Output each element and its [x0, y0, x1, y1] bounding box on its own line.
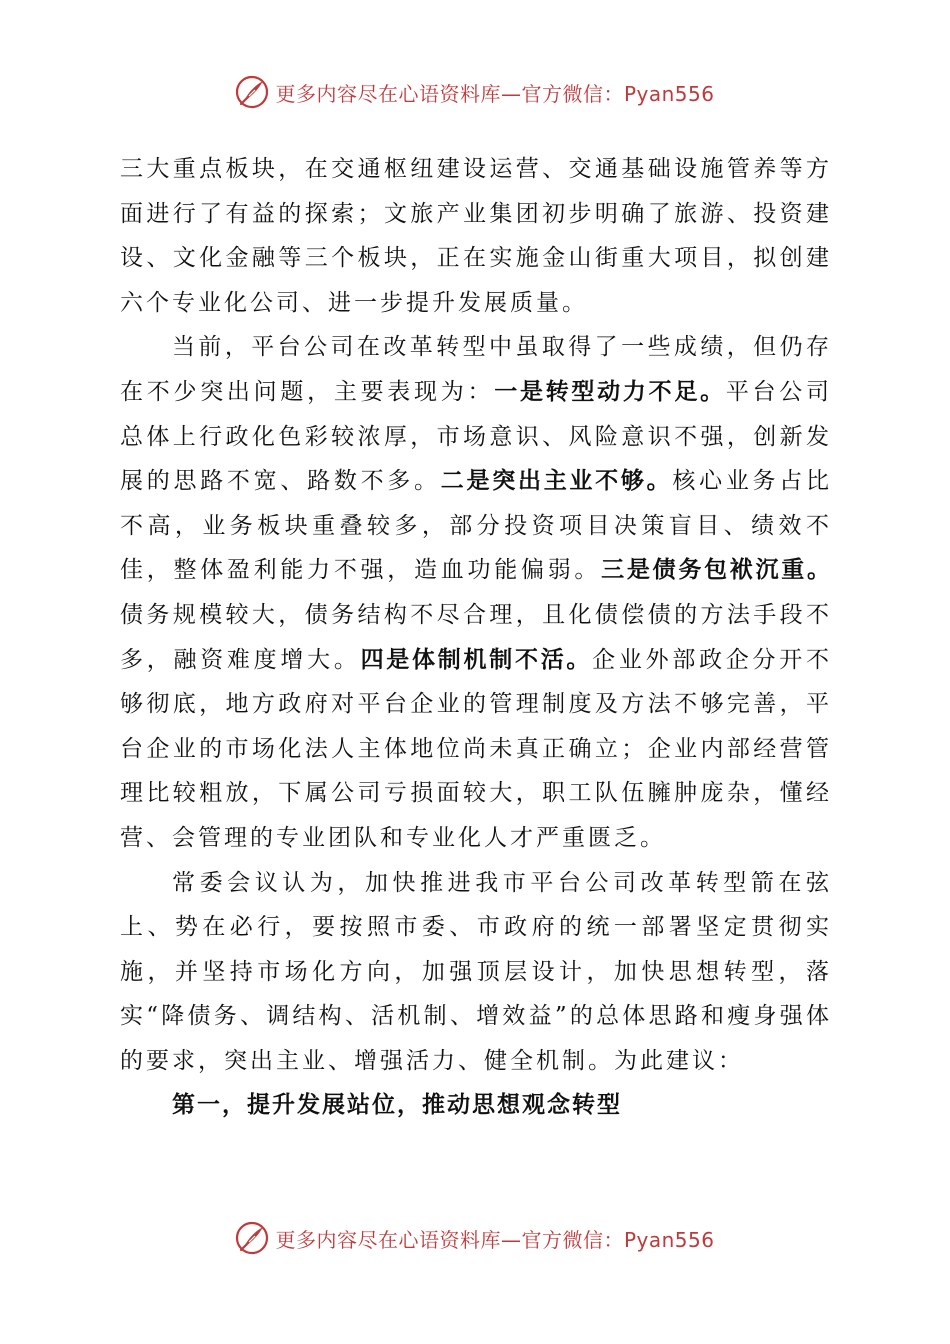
- document-body: [120, 147, 832, 1128]
- problem-2-text: 核心业务占比不高，业务板块重叠较多，部分投资项目决策盲目、绩效不佳，整体盈利能力不强，造血功能偏弱。: [120, 468, 833, 584]
- problems-intro: 当前，平台公司在改革转型中虽取得了一些成绩，但仍存在不少突出问题，主要表现为：: [120, 334, 832, 405]
- footer-banner-text: 更多内容尽在心语资料库—官方微信：Pyan556: [275, 1227, 715, 1252]
- problem-3-text: 债务规模较大，债务结构不尽合理，且化债偿债的方法手段不多，融资难度增大。: [120, 601, 832, 673]
- paragraph-conclusion: 常委会议认为，加快推进我市平台公司改革转型箭在弦上、势在必行，要按照市委、市政府的统一部署坚定贯彻实施，并坚持市场化方向，加强顶层设计，加快思想转型，落实“降债务、调结构、活机制、增效益”的总体思路和瘦身强体的要求，突出主业、增强活力、健全机制。为此建议：: [120, 869, 832, 1074]
- problem-4-heading: 四是体制机制不活。: [360, 645, 593, 673]
- problem-1-text: 平台公司总体上行政化色彩较浓厚，市场意识、风险意识不强，创新发展的思路不宽、路数不多。: [120, 378, 833, 495]
- problem-1-heading: 一是转型动力不足。: [494, 377, 726, 405]
- problem-3-heading: 三是债务包袱沉重。: [601, 556, 833, 584]
- header-banner: [0, 70, 950, 114]
- footer-banner: [0, 1216, 950, 1260]
- feather-quill-logo-icon: [235, 75, 269, 109]
- header-banner-text: 更多内容尽在心语资料库—官方微信：Pyan556: [275, 81, 715, 106]
- paragraph-continued: 三大重点板块，在交通枢纽建设运营、交通基础设施管养等方面进行了有益的探索；文旅产业集团初步明确了旅游、投资建设、文化金融等三个板块，正在实施金山街重大项目，拟创建六个专业化公司、进一步提升发展质量。: [120, 156, 832, 316]
- problem-2-heading: 二是突出主业不够。: [440, 467, 673, 495]
- problem-4-text: 企业外部政企分开不够彻底，地方政府对平台企业的管理制度及方法不够完善，平台企业的市场化法人主体地位尚未真正确立；企业内部经营管理比较粗放，下属公司亏损面较大，职工队伍臃肿庞杂，懂经营、会管理的专业团队和专业化人才严重匮乏。: [120, 646, 833, 851]
- feather-quill-logo-icon: [235, 1221, 269, 1255]
- paragraph-problems: [120, 325, 832, 860]
- section-heading: 第一，提升发展站位，推动思想观念转型: [172, 1091, 622, 1119]
